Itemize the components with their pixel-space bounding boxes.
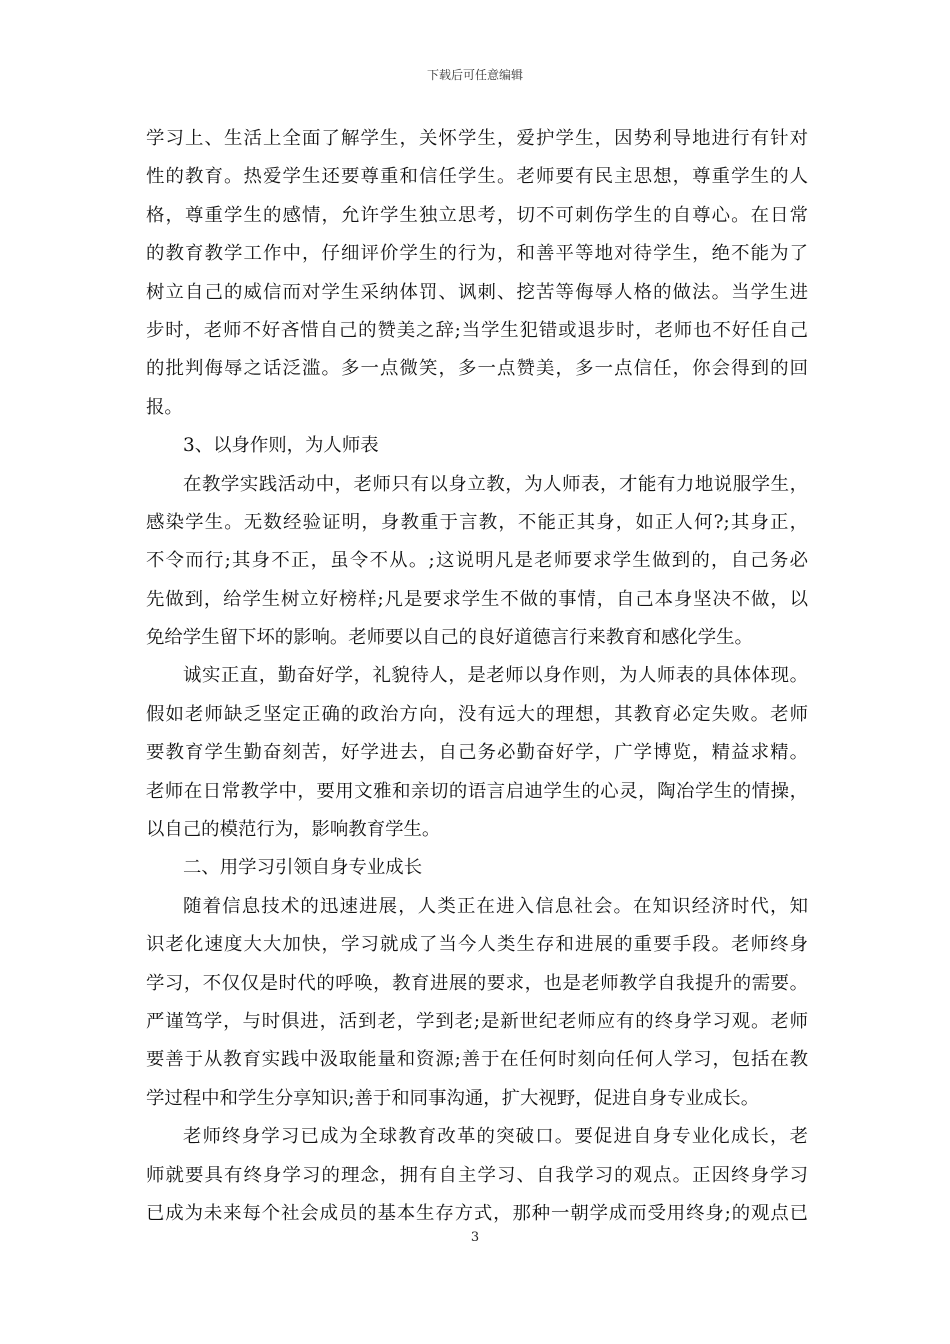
page-header: 下载后可任意编辑 — [426, 68, 523, 82]
text-line: 树立自己的威信而对学生采纳体罚、讽刺、挖苦等侮辱人格的做法。当学生进 — [146, 281, 808, 303]
text-line: 学习上、生活上全面了解学生，关怀学生，爱护学生，因势利导地进行有针对 — [146, 128, 808, 149]
text-line: 格，尊重学生的感情，允许学生独立思考，切不可刺伤学生的自尊心。在日常 — [146, 204, 808, 226]
text-line: 在教学实践活动中，老师只有以身立教，为人师表，才能有力地说服学生， — [183, 473, 808, 495]
text-line: 感染学生。无数经验证明，身教重于言教，不能正其身，如正人何?;其身正， — [146, 511, 808, 533]
text-line: 识老化速度大大加快，学习就成了当今人类生存和进展的重要手段。老师终身 — [146, 934, 808, 956]
text-line: 老师在日常教学中，要用文雅和亲切的语言启迪学生的心灵，陶冶学生的情操， — [146, 780, 808, 802]
text-line: 性的教育。热爱学生还要尊重和信任学生。老师要有民主思想，尊重学生的人 — [146, 166, 808, 188]
section-heading: 3、以身作则，为人师表 — [183, 435, 379, 457]
text-line: 假如老师缺乏坚定正确的政治方向，没有远大的理想，其教育必定失败。老师 — [146, 703, 808, 725]
text-line: 诚实正直，勤奋好学，礼貌待人，是老师以身作则，为人师表的具体体现。 — [183, 665, 808, 687]
text-line: 的教育教学工作中，仔细评价学生的行为，和善平等地对待学生，绝不能为了 — [146, 243, 808, 265]
document-body — [146, 120, 808, 1233]
text-line: 老师终身学习已成为全球教育改革的突破口。要促进自身专业化成长，老 — [183, 1126, 808, 1148]
page-number: 3 — [470, 1230, 480, 1245]
text-line: 师就要具有终身学习的理念，拥有自主学习、自我学习的观点。正因终身学习 — [146, 1164, 808, 1186]
text-line: 随着信息技术的迅速进展，人类正在进入信息社会。在知识经济时代，知 — [183, 895, 808, 917]
text-line: 要教育学生勤奋刻苦，好学进去，自己务必勤奋好学，广学博览，精益求精。 — [146, 742, 808, 764]
text-line: 学习，不仅仅是时代的呼唤，教育进展的要求，也是老师教学自我提升的需要。 — [146, 972, 808, 994]
text-line: 以自己的模范行为，影响教育学生。 — [146, 819, 441, 841]
text-line: 严谨笃学，与时俱进，活到老，学到老;是新世纪老师应有的终身学习观。老师 — [146, 1010, 808, 1032]
text-line: 要善于从教育实践中汲取能量和资源;善于在任何时刻向任何人学习，包括在教 — [146, 1049, 808, 1071]
text-line: 的批判侮辱之话泛滥。多一点微笑，多一点赞美，多一点信任，你会得到的回 — [146, 358, 808, 380]
text-line: 步时，老师不好吝惜自己的赞美之辞;当学生犯错或退步时，老师也不好任自己 — [146, 319, 808, 341]
text-line: 免给学生留下坏的影响。老师要以自己的良好道德言行来教育和感化学生。 — [146, 627, 753, 649]
text-line: 不令而行;其身不正，虽令不从。;这说明凡是老师要求学生做到的，自己务必 — [146, 550, 808, 572]
text-line: 学过程中和学生分享知识;善于和同事沟通，扩大视野，促进自身专业成长。 — [146, 1087, 760, 1109]
section-heading: 二、用学习引领自身专业成长 — [183, 857, 423, 879]
text-line: 先做到，给学生树立好榜样;凡是要求学生不做的事情，自己本身坚决不做，以 — [146, 588, 808, 610]
text-line: 已成为未来每个社会成员的基本生存方式，那种一朝学成而受用终身;的观点已 — [146, 1202, 808, 1224]
text-line: 报。 — [146, 396, 183, 418]
